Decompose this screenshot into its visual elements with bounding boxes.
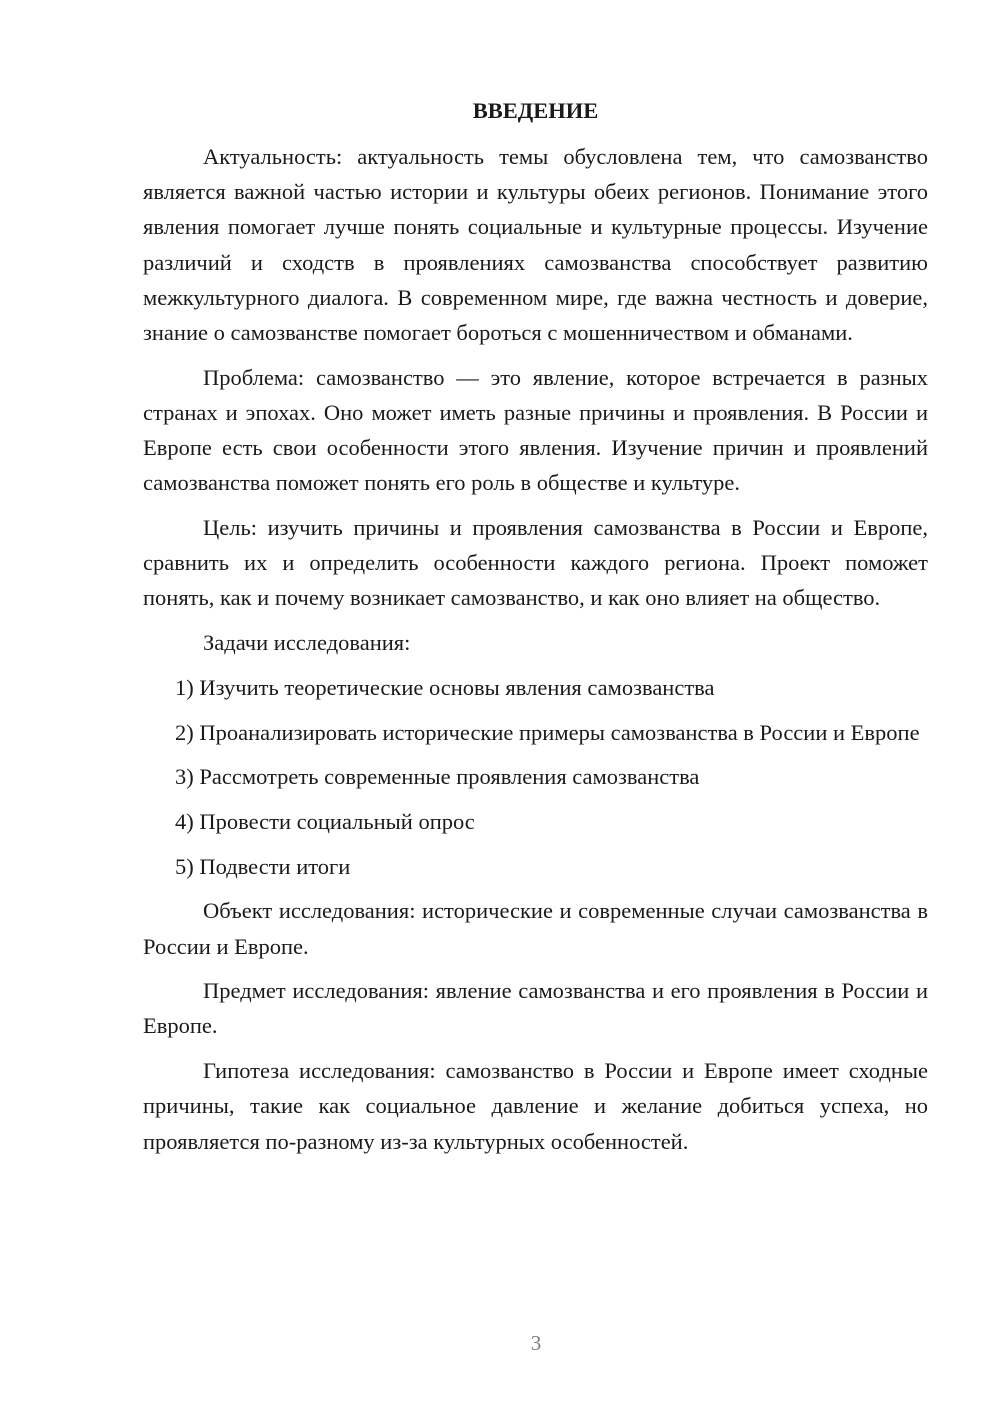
page-title: ВВЕДЕНИЕ xyxy=(472,98,599,123)
paragraph-object: Объект исследования: исторические и современные случаи самозванства в России и Европе. xyxy=(143,898,928,959)
paragraph-subject: Предмет исследования: явление самозванства и его проявления в России и Европе. xyxy=(143,978,928,1039)
page-number: 3 xyxy=(530,1331,542,1355)
document-page xyxy=(143,93,928,1168)
paragraph-hypothesis: Гипотеза исследования: самозванство в России и Европе имеет сходные причины, такие как социальное давление и желание добиться успеха, но проявляется по-разному из-за культурных особенностей. xyxy=(143,1058,928,1154)
list-item: 3) Рассмотреть современные проявления самозванства xyxy=(175,764,700,790)
list-item: 2) Проанализировать исторические примеры самозванства в России и Европе xyxy=(175,719,920,745)
paragraph-problem: Проблема: самозванство — это явление, которое встречается в разных странах и эпохах. Оно может иметь разные причины и проявления. В России и Европе есть свои особенности этого явления. Изучение причин и проявлений самозванства поможет понять его роль в обществе и культуре. xyxy=(143,364,928,496)
paragraph-relevance: Актуальность: актуальность темы обусловлена тем, что самозванство является важной частью истории и культуры обеих регионов. Понимание этого явления помогает лучше понять социальные и культурные процессы. Изучение различий и сходств в проявлениях самозванства способствует развитию межкультурного диалога. В современном мире, где важна честность и доверие, знание о самозванстве помогает бороться с мошенничеством и обманами. xyxy=(143,144,928,346)
list-item: 5) Подвести итоги xyxy=(175,853,351,879)
list-item: 1) Изучить теоретические основы явления самозванства xyxy=(175,674,715,700)
tasks-list xyxy=(143,670,928,884)
paragraph-tasks-heading: Задачи исследования: xyxy=(203,630,411,656)
paragraph-goal: Цель: изучить причины и проявления самозванства в России и Европе, сравнить их и определить особенности каждого региона. Проект поможет понять, как и почему возникает самозванство, и как оно влияет на общество. xyxy=(143,515,928,611)
list-item: 4) Провести социальный опрос xyxy=(175,808,475,834)
